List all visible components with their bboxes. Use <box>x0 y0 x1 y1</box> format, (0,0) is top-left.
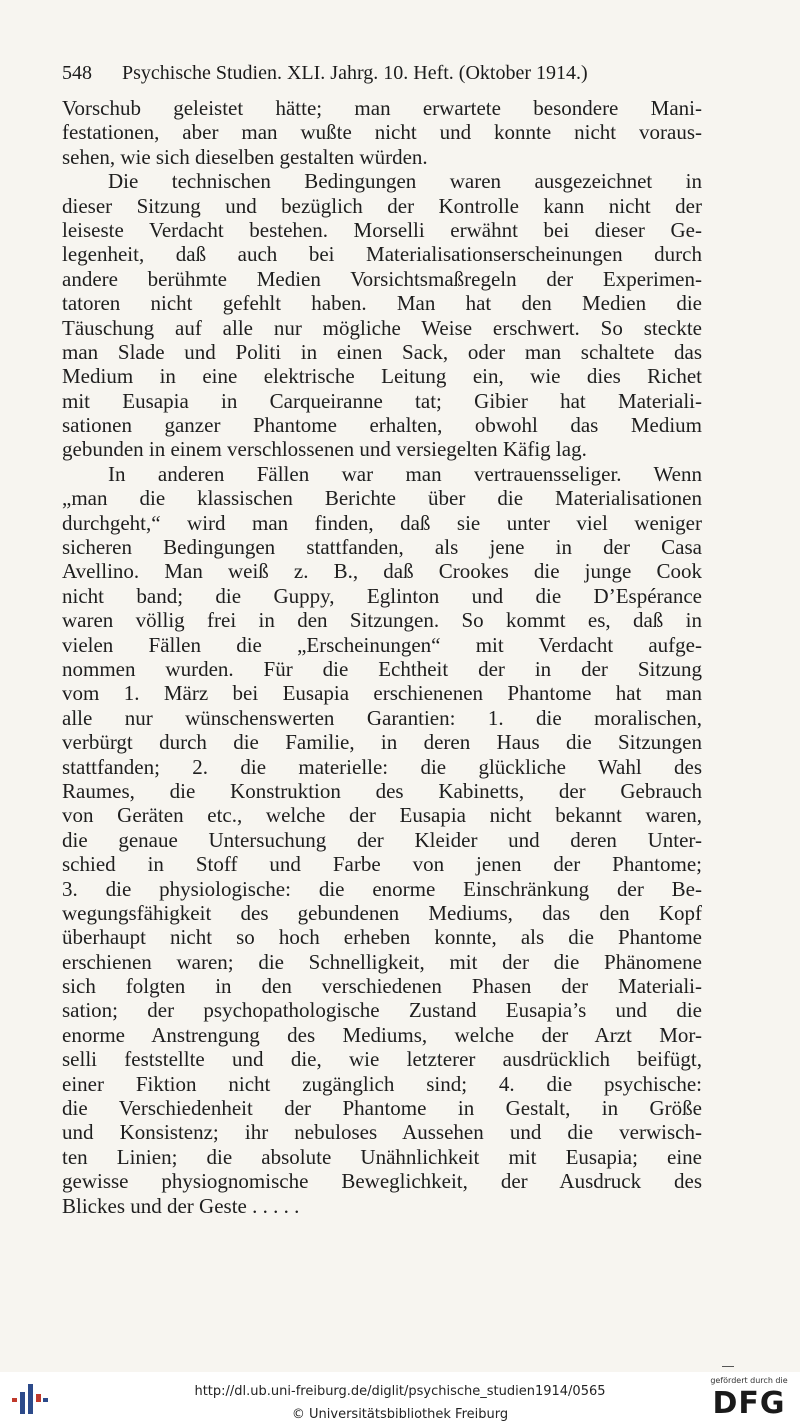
text-line: man Slade und Politi in einen Sack, oder man schaltete das <box>62 339 702 364</box>
text-line: erschienen waren; die Schnelligkeit, mit der die Phänomene <box>62 949 702 974</box>
text-line: sehen, wie sich dieselben gestalten würden. <box>62 144 428 169</box>
text-line: Medium in eine elektrische Leitung ein, wie dies Richet <box>62 364 702 389</box>
text-line: enorme Anstrengung des Mediums, welche der Arzt Mor- <box>62 1022 702 1047</box>
text-line: überhaupt nicht so hoch erheben konnte, als die Phantome <box>62 925 702 950</box>
text-line: 3. die physiologische: die enorme Einschränkung der Be- <box>62 876 702 901</box>
text-line: alle nur wünschenswerten Garantien: 1. die moralischen, <box>62 705 702 730</box>
text-line: nommen wurden. Für die Echtheit der in der Sitzung <box>62 656 702 681</box>
text-line: stattfanden; 2. die materielle: die glückliche Wahl des <box>62 754 702 779</box>
copyright-notice: © Universitätsbibliothek Freiburg <box>291 1407 509 1422</box>
text-line: legenheit, daß auch bei Materialisationserscheinungen durch <box>62 242 702 267</box>
text-line: Die technischen Bedingungen waren ausgezeichnet in <box>108 169 702 194</box>
text-line: „man die klassischen Berichte über die Materialisationen <box>62 486 702 511</box>
text-line: tatoren nicht gefehlt haben. Man hat den Medien die <box>62 291 702 316</box>
text-line: andere berühmte Medien Vorsichtsmaßregeln der Experimen- <box>62 266 702 291</box>
text-line: gebunden in einem verschlossenen und versiegelten Käfig lag. <box>62 437 587 462</box>
text-line: sicheren Bedingungen stattfanden, als jene in der Casa <box>62 535 702 560</box>
page-number: 548 <box>62 62 92 84</box>
text-line: gewisse physiognomische Beweglichkeit, der Ausdruck des <box>62 1169 702 1194</box>
text-line: festationen, aber man wußte nicht und konnte nicht voraus- <box>62 120 702 145</box>
text-line: einer Fiktion nicht zugänglich sind; 4. die psychische: <box>62 1071 702 1096</box>
text-line: mit Eusapia in Carqueiranne tat; Gibier hat Materiali- <box>62 388 702 413</box>
running-header <box>62 62 702 90</box>
text-line: vom 1. März bei Eusapia erschienenen Phantome hat man <box>62 681 702 706</box>
text-line: und Konsistenz; ihr nebuloses Aussehen und die verwisch- <box>62 1120 702 1145</box>
text-line: wegungsfähigkeit des gebundenen Mediums, das den Kopf <box>62 900 702 925</box>
running-title: Psychische Studien. XLI. Jahrg. 10. Heft. (Oktober 1914.) <box>122 62 588 84</box>
text-line: vielen Fällen die „Erscheinungen“ mit Verdacht aufge- <box>62 632 702 657</box>
text-line: verbürgt durch die Familie, in deren Haus die Sitzungen <box>62 730 702 755</box>
text-line: durchgeht,“ wird man finden, daß sie unter viel weniger <box>62 510 702 535</box>
text-line: die genaue Untersuchung der Kleider und deren Unter- <box>62 827 702 852</box>
text-line: von Geräten etc., welche der Eusapia nicht bekannt waren, <box>62 803 702 828</box>
text-line: waren völlig frei in den Sitzungen. So kommt es, daß in <box>62 608 702 633</box>
text-line: die Verschiedenheit der Phantome in Gestalt, in Größe <box>62 1096 702 1121</box>
dfg-logo: DFG <box>712 1386 786 1421</box>
text-line: Avellino. Man weiß z. B., daß Crookes die junge Cook <box>62 559 702 584</box>
text-line: selli feststellte und die, wie letzterer ausdrücklich beifügt, <box>62 1047 702 1072</box>
text-line: ten Linien; die absolute Unähnlichkeit mit Eusapia; eine <box>62 1144 702 1169</box>
text-line: Raumes, die Konstruktion des Kabinetts, der Gebrauch <box>62 778 702 803</box>
text-line: sation; der psychopathologische Zustand Eusapia’s und die <box>62 998 702 1023</box>
scan-mark <box>722 1366 734 1367</box>
text-line: sich folgten in den verschiedenen Phasen der Materiali- <box>62 974 702 999</box>
text-line: Vorschub geleistet hätte; man erwartete besondere Mani- <box>62 96 702 120</box>
source-url[interactable]: http://dl.ub.uni-freiburg.de/diglit/psychische_studien1914/0565 <box>194 1384 606 1399</box>
text-line: sationen ganzer Phantome erhalten, obwohl das Medium <box>62 413 702 438</box>
text-line: schied in Stoff und Farbe von jenen der Phantome; <box>62 852 702 877</box>
body-text <box>62 96 702 1218</box>
dfg-caption: gefördert durch die <box>710 1376 788 1385</box>
text-line: leiseste Verdacht bestehen. Morselli erwähnt bei dieser Ge- <box>62 217 702 242</box>
text-line: Täuschung auf alle nur mögliche Weise erschwert. So steckte <box>62 315 702 340</box>
text-line: dieser Sitzung und bezüglich der Kontrolle kann nicht der <box>62 193 702 218</box>
text-line: Blickes und der Geste . . . . . <box>62 1193 300 1218</box>
text-line: In anderen Fällen war man vertrauensseliger. Wenn <box>108 461 702 486</box>
text-line: nicht band; die Guppy, Eglinton und die D’Espérance <box>62 583 702 608</box>
